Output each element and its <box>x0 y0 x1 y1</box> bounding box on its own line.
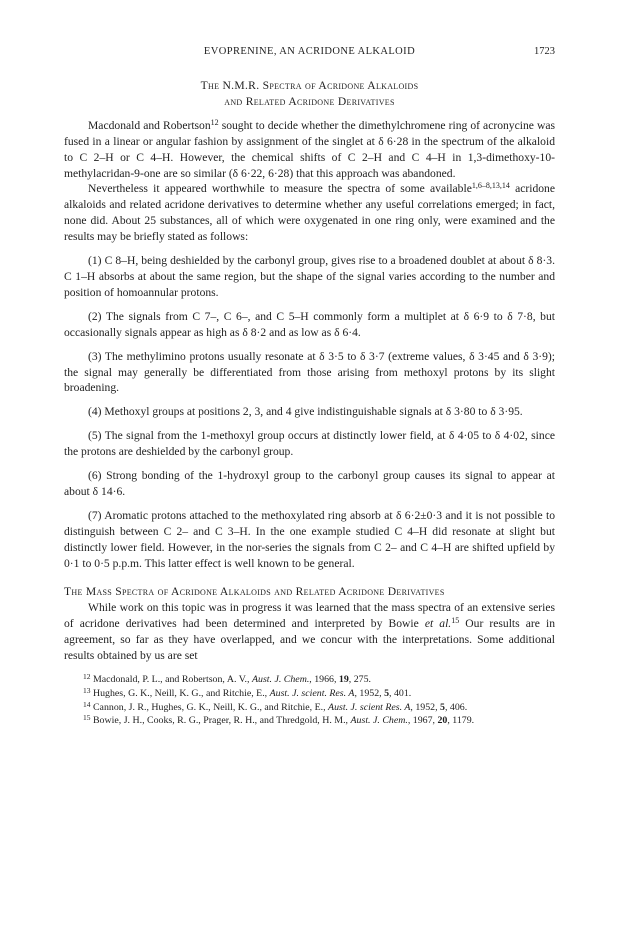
mass-paragraph-start: While work on this topic was in progress it was learned that the mass spectra of an extensive series of acridone derivatives had been determined and interpreted by Bowie <box>64 601 555 631</box>
citation-ref-group: 1,6–8,13,14 <box>471 181 510 191</box>
reference-number: 12 <box>83 672 91 681</box>
reference-journal: Aust. J. scient. Res. A <box>269 687 355 699</box>
nmr-paragraph-1-start: Macdonald and Robertson <box>88 118 211 132</box>
reference-13 <box>64 687 555 701</box>
mass-paragraph-rest: Our results are in agreement, so far as they have overlapped, and we concur with the interpretations. Some additional results obtained by us are set <box>64 617 555 663</box>
reference-number: 14 <box>83 699 91 709</box>
reference-pages: , 275. <box>348 674 372 685</box>
nmr-heading-line-1: The N.M.R. Spectra of Acridone Alkaloids <box>200 79 419 92</box>
reference-authors: Cannon, J. R., Hughes, G. K., Neill, K. G., and Ritchie, E., <box>92 701 329 713</box>
nmr-finding-1: (1) C 8–H, being deshielded by the carbonyl group, gives rise to a broadened doublet at about δ 8·3. C 1–H absorbs at about the same region, but the shape of the signal varies according to the number and position of homoannular protons. <box>64 254 555 299</box>
footnote-references <box>64 673 555 728</box>
reference-volume: 5 <box>384 687 390 699</box>
nmr-paragraph-1-rest: sought to decide whether the dimethylchromene ring of acronycine was fused in a linear or angular fashion by assignment of the singlet at δ 6·28 in the spectrum of the alkaloid to C 2–H or C 4–H. However, the chemical shifts of C 2–H and C 4–H in 1,3-dimethoxy-10-methylacridan-9-one are so similar (δ 6·22, 6·28) that this approach was abandoned. <box>64 118 555 180</box>
page-number: 1723 <box>534 46 555 57</box>
nmr-paragraph-1 <box>64 118 555 182</box>
reference-12 <box>64 673 555 687</box>
reference-volume: 19 <box>338 674 349 685</box>
reference-year: , 1967, <box>407 715 438 727</box>
running-title: EVOPRENINE, AN ACRIDONE ALKALOID <box>203 46 416 57</box>
reference-authors: Bowie, J. H., Cooks, R. G., Prager, R. H., and Thredgold, H. M., <box>92 715 351 727</box>
article-body <box>64 78 555 728</box>
nmr-section-heading <box>64 78 555 110</box>
nmr-paragraph-2-rest: acridone alkaloids and related acridone derivatives to determine whether any useful correlations emerged; in fact, none did. About 25 substances, all of which were oxygenated in one ring only, were examined and the results may be briefly stated as follows: <box>64 182 555 244</box>
reference-journal: Aust. J. scient Res. A <box>328 701 411 713</box>
reference-journal: Aust. J. Chem. <box>350 715 408 727</box>
reference-number: 15 <box>83 713 91 723</box>
reference-volume: 5 <box>440 701 445 713</box>
nmr-finding-2: (2) The signals from C 7–, C 6–, and C 5–H commonly form a multiplet at δ 6·9 to δ 7·8, but occasionally signals appear as high as δ 8·2 and as low as δ 6·4. <box>64 309 555 339</box>
mass-spectra-paragraph <box>64 600 555 664</box>
nmr-heading-line-2: and Related Acridone Derivatives <box>224 94 395 108</box>
nmr-paragraph-2 <box>64 181 555 245</box>
reference-year: , 1952, <box>354 687 385 699</box>
reference-year: , 1952, <box>410 701 441 713</box>
nmr-finding-7: (7) Aromatic protons attached to the methoxylated ring absorb at δ 6·2±0·3 and it is not possible to distinguish between C 2– and C 3–H. In the one example studied C 4–H did resonate at slight but distinctly lower field. However, in the nor-series the signals from C 2– and C 4–H are shifted upfield by 0·1 to 0·5 p.p.m. This latter effect is well known to be general. <box>64 508 555 570</box>
nmr-finding-4: (4) Methoxyl groups at positions 2, 3, and 4 give indistinguishable signals at δ 3·80 to δ 3·95. <box>88 405 523 419</box>
citation-ref-12: 12 <box>210 117 219 127</box>
reference-year: , 1966, <box>309 674 339 685</box>
citation-ref-15: 15 <box>451 616 460 626</box>
reference-pages: , 1179. <box>447 715 475 727</box>
nmr-finding-3: (3) The methylimino protons usually resonate at δ 3·5 to δ 3·7 (extreme values, δ 3·45 and δ 3·9); the signal may generally be differentiated from those arising from methoxyl protons by its slight broadening. <box>64 349 555 395</box>
mass-spectra-section-heading: The Mass Spectra of Acridone Alkaloids and Related Acridone Derivatives <box>64 585 445 599</box>
reference-volume: 20 <box>437 715 448 727</box>
reference-15 <box>64 714 555 728</box>
reference-14 <box>64 701 555 715</box>
nmr-finding-5: (5) The signal from the 1-methoxyl group occurs at distinctly lower field, at δ 4·05 to δ 4·02, since the protons are deshielded by the carbonyl group. <box>64 429 555 459</box>
reference-number: 13 <box>83 685 91 695</box>
reference-pages: , 406. <box>444 701 468 713</box>
page-header <box>0 46 619 62</box>
et-al: et al. <box>424 617 452 631</box>
nmr-finding-6: (6) Strong bonding of the 1-hydroxyl group to the carbonyl group causes its signal to appear at about δ 14·6. <box>64 469 555 498</box>
reference-authors: Macdonald, P. L., and Robertson, A. V., <box>92 674 252 685</box>
reference-pages: , 401. <box>389 687 412 699</box>
reference-journal: Aust. J. Chem. <box>251 674 310 685</box>
nmr-paragraph-2-start: Nevertheless it appeared worthwhile to measure the spectra of some available <box>88 182 472 196</box>
reference-authors: Hughes, G. K., Neill, K. G., and Ritchie, E., <box>92 687 270 699</box>
